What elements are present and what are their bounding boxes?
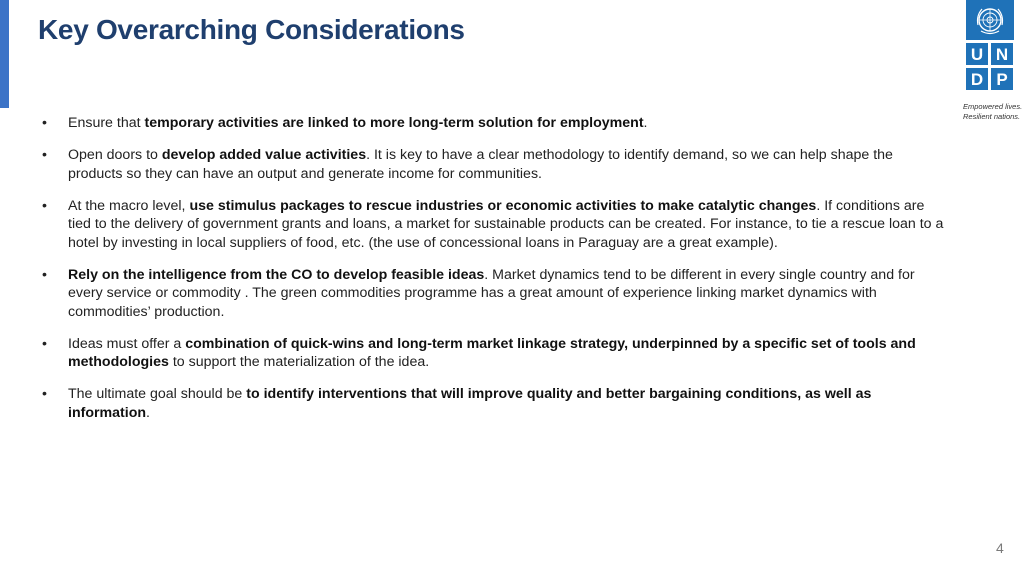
bold-segment: develop added value activities (161, 147, 367, 163)
text-segment: to support the materialization of the idea. (168, 354, 430, 370)
title-accent-bar (0, 0, 9, 108)
bold-segment: temporary activities are linked to more long-term solution for employment (144, 115, 644, 131)
bullet-text (68, 115, 648, 131)
bullet-icon: • (42, 197, 47, 214)
text-segment: . It is key to have a clear methodology to identify demand, so we can help shape the products so they can have an output and generate income for communities. (68, 147, 893, 182)
bullet-text (68, 336, 916, 371)
bullet-icon: • (42, 147, 47, 163)
bold-segment: Rely on the intelligence from the CO to develop feasible ideas (68, 266, 485, 283)
bullet-icon: • (42, 386, 47, 402)
logo-letter-p: P (991, 68, 1013, 90)
list-item (42, 335, 947, 372)
slide-title: Key Overarching Considerations (38, 14, 465, 45)
logo-letter-d: D (966, 68, 988, 90)
bullet-icon: • (42, 115, 47, 131)
logo-tagline (963, 102, 1023, 122)
undp-logo (966, 0, 1018, 90)
bullet-text (68, 147, 893, 182)
page-number: 4 (996, 540, 1004, 556)
bullet-text (68, 198, 943, 251)
logo-letter-u: U (966, 43, 988, 65)
list-item (42, 197, 947, 253)
list-item (42, 114, 947, 133)
list-item (42, 146, 947, 183)
list-item (42, 385, 947, 422)
undp-letter-grid (966, 43, 1013, 90)
tagline-line-2: Resilient nations. (963, 112, 1021, 121)
bullet-icon: • (42, 266, 47, 283)
bullet-icon: • (42, 335, 47, 352)
text-segment: . (643, 115, 648, 131)
tagline-line-1: Empowered lives. (963, 102, 1023, 111)
text-segment: Ensure that (68, 115, 145, 131)
text-segment: . If conditions are tied to the delivery of government grants and loans, a market for sustainable products can be created. For instance, to tie a rescue loan to a hotel by investing in local suppliers of food, etc. (the use of concessional loans in Paraguay are a great example). (68, 197, 944, 251)
text-segment: Open doors to (68, 147, 162, 163)
text-segment: . Market dynamics tend to be different in every single country and for every service or commodity . The green commodities programme has a great amount of experience linking market dynamics with commodities’ production. (68, 266, 915, 320)
considerations-list (42, 114, 947, 422)
bullet-text (68, 386, 871, 421)
un-emblem-icon (966, 0, 1014, 40)
text-segment: . (146, 404, 150, 421)
bold-segment: combination of quick-wins and long-term market linkage strategy, underpinned by a specific set of tools and methodologies (68, 335, 916, 370)
text-segment: At the macro level, (68, 197, 190, 214)
bold-segment: use stimulus packages to rescue industries or economic activities to make catalytic changes (189, 197, 817, 214)
list-item (42, 266, 947, 322)
logo-letter-n: N (991, 43, 1013, 65)
bold-segment: to identify interventions that will improve quality and better bargaining conditions, as well as information (68, 386, 872, 421)
bullet-text (68, 267, 915, 320)
text-segment: The ultimate goal should be (68, 386, 247, 402)
text-segment: Ideas must offer a (68, 335, 186, 352)
